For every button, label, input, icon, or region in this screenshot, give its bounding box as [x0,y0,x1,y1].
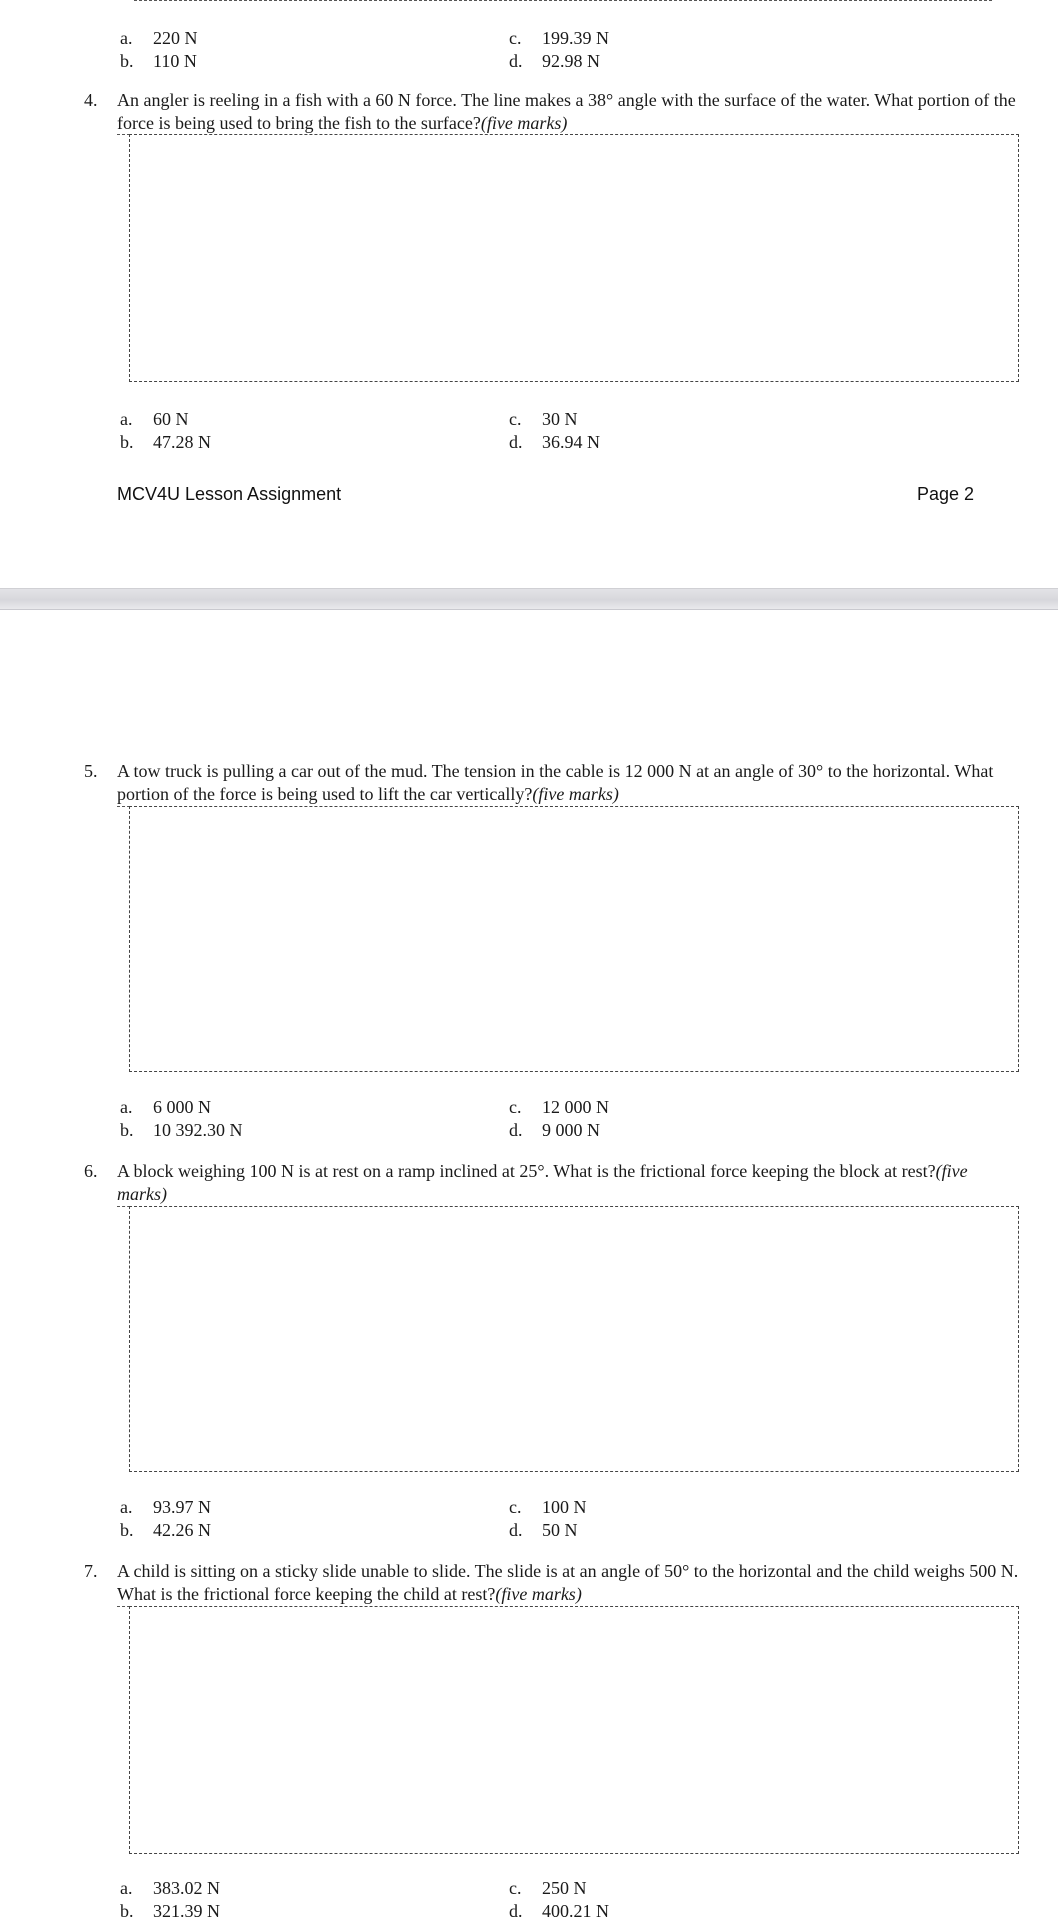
document-page-2 [0,0,1058,588]
document-page-3 [0,610,1058,1932]
marks-label: (five marks) [480,113,568,133]
q6-option-a: a. 93.97 N [120,1497,211,1517]
q4-option-c: c. 30 N [509,409,578,429]
q5-answer-box[interactable] [129,806,1019,1072]
question-text: A child is sitting on a sticky slide unable to slide. The slide is at an angle of 50° to the horizontal and the child weighs 500 N. What is the frictional force keeping the child at rest?(five marks) [117,1561,1019,1604]
q7-option-a: a. 383.02 N [120,1878,220,1898]
q6-option-d: d. 50 N [509,1520,578,1540]
question-text: An angler is reeling in a fish with a 60 N force. The line makes a 38° angle with the surface of the water. What portion of the force is being used to bring the fish to the surface?(five marks) [117,90,1016,133]
q3-option-a: a. 220 N [120,28,198,48]
q6-option-b: b. 42.26 N [120,1520,211,1540]
question-text: A tow truck is pulling a car out of the mud. The tension in the cable is 12 000 N at an angle of 30° to the horizontal. What portion of the force is being used to lift the car vertically?(five marks) [117,761,994,804]
q6-option-c: c. 100 N [509,1497,587,1517]
q4-answer-box[interactable] [129,134,1019,382]
question-6 [84,1160,1020,1206]
marks-label: (five marks) [532,784,619,804]
question-number: 4. [84,90,98,110]
q6-answer-box[interactable] [129,1206,1019,1472]
q4-option-d: d. 36.94 N [509,432,600,452]
footer-course-title: MCV4U Lesson Assignment [117,484,342,504]
q7-option-c: c. 250 N [509,1878,587,1898]
q5-option-b: b. 10 392.30 N [120,1120,243,1140]
footer-page-number: Page 2 [917,484,975,504]
q5-option-c: c. 12 000 N [509,1097,609,1117]
q7-option-b: b. 321.39 N [120,1901,220,1921]
marks-label: (five marks) [495,1584,582,1604]
question-4 [84,89,1020,135]
q4-option-a: a. 60 N [120,409,189,429]
answer-box-bottom-edge [134,0,992,1]
question-5 [84,760,1020,806]
q3-option-b: b. 110 N [120,51,197,71]
question-number: 6. [84,1161,98,1181]
q3-option-d: d. 92.98 N [509,51,600,71]
question-number: 5. [84,761,98,781]
marks-label: (five marks) [117,1161,968,1204]
question-text: A block weighing 100 N is at rest on a ramp inclined at 25°. What is the frictional force keeping the block at rest?(five marks) [117,1161,968,1204]
page-separator [0,588,1058,610]
q7-option-d: d. 400.21 N [509,1901,609,1921]
q5-option-a: a. 6 000 N [120,1097,211,1117]
q4-option-b: b. 47.28 N [120,432,211,452]
q5-option-d: d. 9 000 N [509,1120,600,1140]
q7-answer-box[interactable] [129,1606,1019,1854]
question-number: 7. [84,1561,98,1581]
q3-option-c: c. 199.39 N [509,28,609,48]
question-7 [84,1560,1020,1606]
